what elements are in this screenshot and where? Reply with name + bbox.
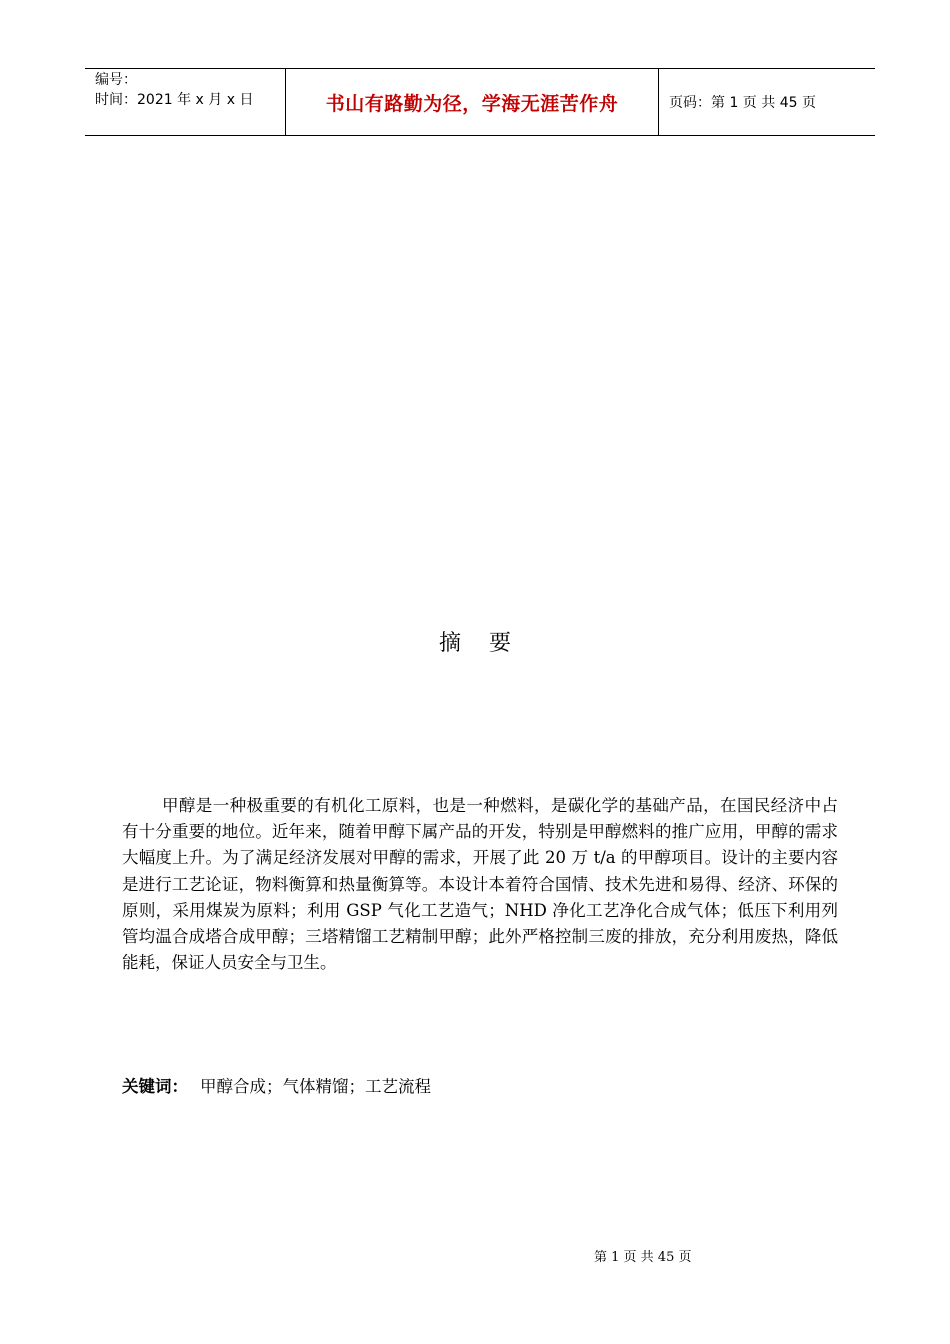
document-date-label: 时间：2021 年 x 月 x 日 [95,92,254,108]
header-meta-cell [85,69,286,135]
abstract-title: 摘要 [438,631,539,656]
header-page-info: 页码：第 1 页 共 45 页 [669,95,816,111]
keywords-line [122,1073,431,1097]
keywords-label: 关键词： [122,1077,188,1096]
document-header [85,68,875,136]
keywords-text: 甲醇合成；气体精馏；工艺流程 [200,1077,431,1096]
document-number-label: 编号： [95,72,137,88]
abstract-body: 甲醇是一种极重要的有机化工原料，也是一种燃料，是碳化学的基础产品，在国民经济中占有十分重要的地位。近年来，随着甲醇下属产品的开发，特别是甲醇燃料的推广应用，甲醇的需求大幅度上升。为了满足经济发展对甲醇的需求，开展了此 20 万 t/a 的甲醇项目。设计的主要内容是进行工艺论证，物料衡算和热量衡算等。本设计本着符合国情、技术先进和易得、经济、环保的原则，采用煤炭为原料；利用 GSP 气化工艺造气；NHD 净化工艺净化合成气体；低压下利用列管均温合成塔合成甲醇；三塔精馏工艺精制甲醇；此外严格控制三废的排放，充分利用废热，降低能耗，保证人员安全与卫生。 [122,796,838,973]
header-motto: 书山有路勤为径，学海无涯苦作舟 [325,92,619,115]
header-motto-cell [286,69,659,135]
header-page-cell [659,69,875,135]
footer-page-number: 第 1 页 共 45 页 [594,1250,692,1265]
